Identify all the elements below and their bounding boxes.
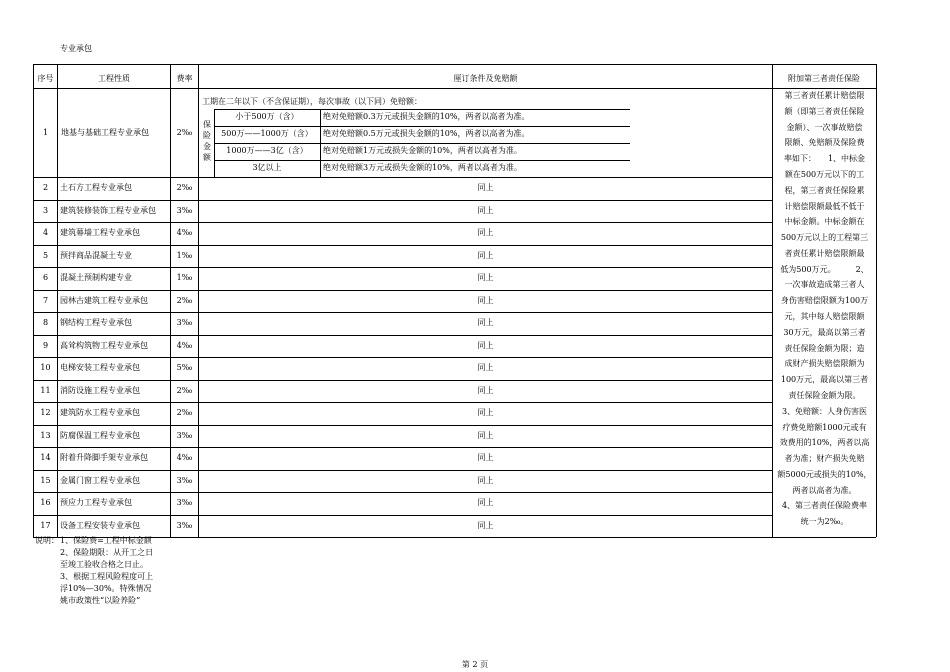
row-nature: 建筑装修装饰工程专业承包 (60, 206, 156, 215)
third-party-line: 金额）、一次事故赔偿 (786, 123, 863, 132)
row-border (33, 267, 772, 268)
notes-line: 3、根据工程风险程度可上 (60, 572, 154, 581)
tier-range: 3亿以上 (252, 163, 282, 172)
row1-seq: 1 (42, 128, 49, 137)
row-seq: 5 (42, 251, 49, 260)
row-rate: 4‰ (176, 341, 193, 350)
row-conditions: 同上 (477, 318, 494, 327)
row-rate: 3‰ (176, 318, 193, 327)
notes-line: 至竣工验收合格之日止。 (60, 560, 148, 569)
row-border (33, 380, 772, 381)
row-conditions: 同上 (477, 251, 494, 260)
third-party-line: 低为500万元。 2、 (780, 265, 869, 274)
row-nature: 预拌商品混凝土专业 (60, 251, 132, 260)
third-party-line: 疗费免赔额1000元或有 (782, 423, 867, 432)
third-party-line: 计赔偿限额最低不低于 (784, 202, 865, 211)
header-conditions: 厘订条件及免赔额 (453, 74, 518, 83)
table-hline (214, 126, 630, 127)
header-nature: 工程性质 (98, 74, 130, 83)
table-top-border (33, 64, 876, 65)
row-nature: 高耸构筑物工程专业承包 (60, 341, 148, 350)
row-nature: 附着升降脚手架专业承包 (60, 453, 148, 462)
row-seq: 2 (42, 183, 49, 192)
row-border (33, 470, 772, 471)
row-nature: 设备工程安装专业承包 (60, 521, 140, 530)
third-party-line: 统一为2‰。 (800, 517, 849, 526)
row-conditions: 同上 (477, 498, 494, 507)
third-party-line: 中标金额。中标金额在 (784, 217, 865, 226)
row-conditions: 同上 (477, 296, 494, 305)
row-seq: 11 (40, 386, 51, 395)
row-seq: 9 (42, 341, 49, 350)
row-conditions: 同上 (477, 408, 494, 417)
row-nature: 园林古建筑工程专业承包 (60, 296, 148, 305)
tier-range: 小于500万（含） (235, 112, 299, 121)
third-party-line: 率如下： 1、中标金 (783, 154, 866, 163)
row1-insured-label: 保险金额 (203, 120, 211, 162)
third-party-line: 500万元以上的工程第三 (780, 233, 869, 242)
row-rate: 4‰ (176, 228, 193, 237)
row-border (33, 447, 772, 448)
row-border (33, 312, 772, 313)
row-border (33, 335, 772, 336)
row-rate: 3‰ (176, 206, 193, 215)
third-party-line: 者责任累计赔偿限额最 (784, 249, 865, 258)
row-border (33, 290, 772, 291)
third-party-line: 额5000元或损失的10%， (777, 470, 872, 479)
row1-bottom-border (33, 177, 772, 178)
row-rate: 2‰ (176, 386, 193, 395)
table-bottom-border (33, 537, 876, 538)
tier-deductible: 绝对免赔额0.5万元或损失金额的10%，两者以高者为准。 (323, 129, 530, 138)
row-seq: 6 (42, 273, 49, 282)
header-rate: 费率 (176, 74, 193, 83)
third-party-line: 30万元，最高以第三者 (783, 328, 866, 337)
third-party-line: 第三者责任累计赔偿限 (784, 91, 865, 100)
row-conditions: 同上 (477, 431, 494, 440)
header-seq: 序号 (37, 74, 54, 83)
row-nature: 土石方工程专业承包 (60, 183, 132, 192)
row-border (33, 425, 772, 426)
row-rate: 1‰ (176, 273, 193, 282)
third-party-line: 身伤害赔偿限额为100万 (780, 296, 869, 305)
row-conditions: 同上 (477, 206, 494, 215)
row1-period-note: 工期在二年以下（不含保证期），每次事故（以下同）免赔额： (202, 97, 422, 106)
row-rate: 3‰ (176, 431, 193, 440)
table-hline (214, 160, 630, 161)
row-conditions: 同上 (477, 453, 494, 462)
row-nature: 防腐保温工程专业承包 (60, 431, 140, 440)
row-border (33, 200, 772, 201)
section-title: 专业承包 (60, 44, 92, 53)
row1-rate: 2‰ (176, 128, 193, 137)
row-seq: 10 (40, 363, 51, 372)
table-hline (214, 143, 630, 144)
third-party-line: 一次事故造成第三者人 (784, 280, 865, 289)
row-seq: 12 (40, 408, 51, 417)
row-nature: 消防设施工程专业承包 (60, 386, 140, 395)
row-nature: 金属门窗工程专业承包 (60, 476, 140, 485)
row-conditions: 同上 (477, 386, 494, 395)
notes-label: 说明： (35, 536, 59, 545)
row-rate: 3‰ (176, 521, 193, 530)
third-party-line: 效费用的10%，两者以高 (779, 438, 870, 447)
third-party-line: 成财产损失赔偿限额为 (784, 359, 865, 368)
row-nature: 建筑防水工程专业承包 (60, 408, 140, 417)
row-conditions: 同上 (477, 183, 494, 192)
tier-deductible: 绝对免赔额3万元或损失金额的10%，两者以高者为准。 (323, 163, 522, 172)
table-right-border (876, 64, 877, 537)
row-seq: 15 (40, 476, 51, 485)
notes-line: 姚市政策性“以险养险” (60, 596, 141, 605)
table-vline (57, 64, 58, 537)
row-border (33, 245, 772, 246)
row-seq: 17 (40, 521, 51, 530)
row-seq: 8 (42, 318, 49, 327)
third-party-line: 4、第三者责任保险费率 (781, 501, 868, 510)
row-rate: 4‰ (176, 453, 193, 462)
third-party-line: 100万元，最高以第三者 (780, 375, 869, 384)
row-seq: 13 (40, 431, 51, 440)
notes-line: 2、保险期限：从开工之日 (60, 548, 154, 557)
row-rate: 2‰ (176, 408, 193, 417)
row-conditions: 同上 (477, 363, 494, 372)
row-rate: 1‰ (176, 251, 193, 260)
row-seq: 16 (40, 498, 51, 507)
row-rate: 3‰ (176, 476, 193, 485)
row-conditions: 同上 (477, 273, 494, 282)
row-border (33, 492, 772, 493)
row-nature: 电梯安装工程专业承包 (60, 363, 140, 372)
row-border (33, 357, 772, 358)
row-nature: 建筑幕墙工程专业承包 (60, 228, 140, 237)
row1-nature: 地基与基础工程专业承包 (61, 128, 149, 137)
third-party-line: 元，其中每人赔偿限额 (784, 312, 865, 321)
row-border (33, 515, 772, 516)
row-border (33, 402, 772, 403)
row-conditions: 同上 (477, 476, 494, 485)
tier-deductible: 绝对免赔额1万元或损失金额的10%，两者以高者为准。 (323, 146, 522, 155)
third-party-line: 者为准；财产损失免赔 (784, 454, 865, 463)
third-party-line: 额在500万元以下的工 (784, 170, 865, 179)
table-vline (772, 64, 773, 537)
table-hline (214, 109, 630, 110)
row-nature: 预应力工程专业承包 (60, 498, 132, 507)
row-seq: 4 (42, 228, 49, 237)
third-party-line: 程，第三者责任保险累 (784, 186, 865, 195)
row-border (33, 222, 772, 223)
row-rate: 3‰ (176, 498, 193, 507)
tier-deductible: 绝对免赔额0.3万元或损失金额的10%，两者以高者为准。 (323, 112, 530, 121)
third-party-line: 额（即第三者责任保险 (784, 107, 865, 116)
row-conditions: 同上 (477, 228, 494, 237)
row-seq: 14 (40, 453, 51, 462)
row-nature: 钢结构工程专业承包 (60, 318, 132, 327)
row-rate: 2‰ (176, 296, 193, 305)
third-party-line: 3、免赔额：人身伤害医 (781, 407, 868, 416)
notes-line: 浮10%—30%。特殊情况 (60, 584, 152, 593)
row-seq: 3 (42, 206, 49, 215)
row-rate: 2‰ (176, 183, 193, 192)
header-bottom-border (33, 88, 876, 89)
row-rate: 5‰ (176, 363, 193, 372)
third-party-line: 两者以高者为准。 (792, 486, 857, 495)
row-seq: 7 (42, 296, 49, 305)
row-conditions: 同上 (477, 521, 494, 530)
tier-range: 1000万——3亿（含） (226, 146, 308, 155)
page-footer: 第 2 页 (461, 660, 489, 669)
row-nature: 混凝土预制构建专业 (60, 273, 132, 282)
third-party-line: 责任保险金额为限。 (788, 391, 861, 400)
third-party-line: 限额、免赔额及保险费 (784, 138, 865, 147)
notes-line: 1、保险费=工程中标金额 (60, 536, 152, 545)
header-third-party: 附加第三者责任保险 (788, 74, 860, 83)
row-conditions: 同上 (477, 341, 494, 350)
third-party-line: 责任保险金额为限；造 (784, 344, 865, 353)
tier-range: 500万——1000万（含） (221, 129, 313, 138)
